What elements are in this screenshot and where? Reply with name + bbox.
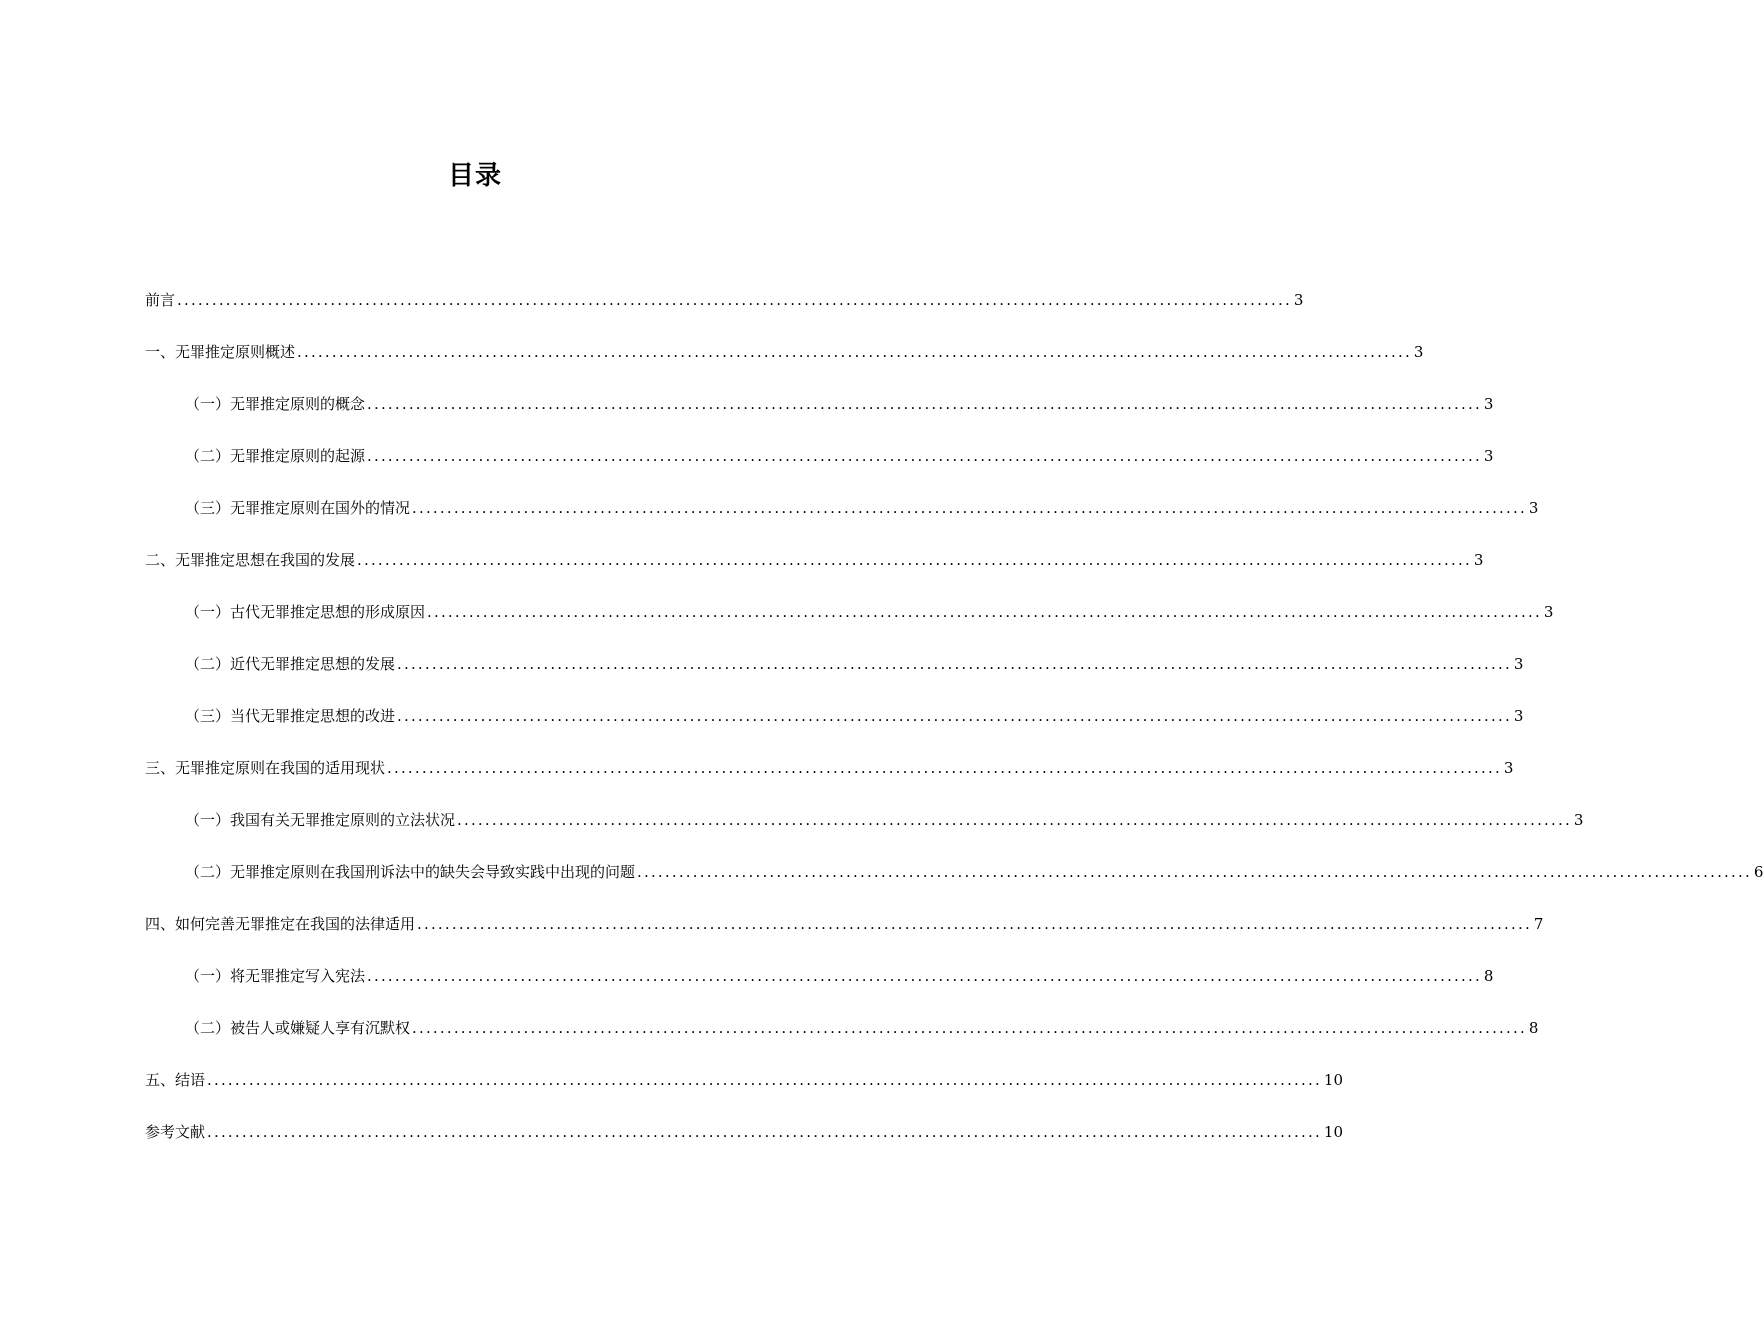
toc-page-number: 3 (1513, 655, 1524, 673)
toc-entry-label: （一）我国有关无罪推定原则的立法状况 (185, 811, 456, 829)
toc-entry-label: 四、如何完善无罪推定在我国的法律适用 (145, 915, 416, 933)
toc-page-number: 10 (1323, 1123, 1343, 1141)
toc-dot-leader: ................................................................................................................................................................ (177, 291, 1292, 309)
toc-page-number: 10 (1323, 1071, 1343, 1089)
toc-entry-label: （一）无罪推定原则的概念 (185, 395, 366, 413)
toc-page-number: 3 (1573, 811, 1584, 829)
toc-dot-leader: ................................................................................................................................................................ (412, 499, 1527, 517)
toc-entry-label: （一）古代无罪推定思想的形成原因 (185, 603, 426, 621)
toc-page-number: 3 (1413, 343, 1424, 361)
toc-dot-leader: ................................................................................................................................................................ (207, 1071, 1322, 1089)
toc-dot-leader: ................................................................................................................................................................ (457, 811, 1572, 829)
toc-dot-leader: ................................................................................................................................................................ (367, 967, 1482, 985)
toc-entry-label: （三）当代无罪推定思想的改进 (185, 707, 396, 725)
toc-page-number: 3 (1483, 395, 1494, 413)
toc-entry-label: 前言 (145, 291, 176, 309)
toc-entry-label: （二）无罪推定原则的起源 (185, 447, 366, 465)
toc-dot-leader: ................................................................................................................................................................ (637, 863, 1752, 881)
toc-title: 目录 (447, 161, 502, 191)
toc-page-number: 3 (1473, 551, 1484, 569)
toc-dot-leader: ................................................................................................................................................................ (297, 343, 1412, 361)
toc-entry-references[interactable] (145, 1116, 1343, 1168)
toc-dot-leader: ................................................................................................................................................................ (397, 655, 1512, 673)
toc-page-number: 8 (1483, 967, 1494, 985)
toc-entry-section-3[interactable] (145, 752, 1514, 804)
toc-entry-section-4[interactable] (145, 908, 1544, 960)
toc-entry-label: 五、结语 (145, 1071, 206, 1089)
toc-entry-section-4-1[interactable] (145, 960, 1494, 1012)
table-of-contents (145, 284, 1763, 1168)
toc-entry-label: （二）近代无罪推定思想的发展 (185, 655, 396, 673)
toc-entry-label: （一）将无罪推定写入宪法 (185, 967, 366, 985)
toc-entry-label: 一、无罪推定原则概述 (145, 343, 296, 361)
toc-page-number: 3 (1543, 603, 1554, 621)
toc-entry-section-1-3[interactable] (145, 492, 1539, 544)
toc-page-number: 3 (1483, 447, 1494, 465)
toc-entry-section-2-1[interactable] (145, 596, 1554, 648)
toc-dot-leader: ................................................................................................................................................................ (207, 1123, 1322, 1141)
toc-dot-leader: ................................................................................................................................................................ (367, 395, 1482, 413)
toc-entry-section-2[interactable] (145, 544, 1484, 596)
toc-entry-label: （二）被告人或嫌疑人享有沉默权 (185, 1019, 411, 1037)
toc-entry-section-3-2[interactable] (145, 856, 1763, 908)
toc-dot-leader: ................................................................................................................................................................ (387, 759, 1502, 777)
toc-entry-label: 二、无罪推定思想在我国的发展 (145, 551, 356, 569)
toc-page-number: 7 (1533, 915, 1544, 933)
toc-page-number: 8 (1528, 1019, 1539, 1037)
toc-dot-leader: ................................................................................................................................................................ (427, 603, 1542, 621)
toc-dot-leader: ................................................................................................................................................................ (357, 551, 1472, 569)
toc-entry-section-1-2[interactable] (145, 440, 1494, 492)
toc-page-number: 3 (1513, 707, 1524, 725)
toc-dot-leader: ................................................................................................................................................................ (412, 1019, 1527, 1037)
toc-page-number: 3 (1503, 759, 1514, 777)
toc-dot-leader: ................................................................................................................................................................ (397, 707, 1512, 725)
toc-entry-section-2-2[interactable] (145, 648, 1524, 700)
toc-entry-section-1[interactable] (145, 336, 1424, 388)
toc-entry-preface[interactable] (145, 284, 1304, 336)
toc-entry-label: （二）无罪推定原则在我国刑诉法中的缺失会导致实践中出现的问题 (185, 863, 636, 881)
toc-entry-section-4-2[interactable] (145, 1012, 1539, 1064)
toc-dot-leader: ................................................................................................................................................................ (417, 915, 1532, 933)
toc-entry-section-1-1[interactable] (145, 388, 1494, 440)
toc-page-number: 6 (1753, 863, 1763, 881)
toc-entry-label: 三、无罪推定原则在我国的适用现状 (145, 759, 386, 777)
toc-entry-section-5[interactable] (145, 1064, 1343, 1116)
toc-entry-label: （三）无罪推定原则在国外的情况 (185, 499, 411, 517)
toc-page-number: 3 (1528, 499, 1539, 517)
toc-entry-label: 参考文献 (145, 1123, 206, 1141)
toc-entry-section-3-1[interactable] (145, 804, 1584, 856)
toc-entry-section-2-3[interactable] (145, 700, 1524, 752)
toc-page-number: 3 (1293, 291, 1304, 309)
toc-dot-leader: ................................................................................................................................................................ (367, 447, 1482, 465)
